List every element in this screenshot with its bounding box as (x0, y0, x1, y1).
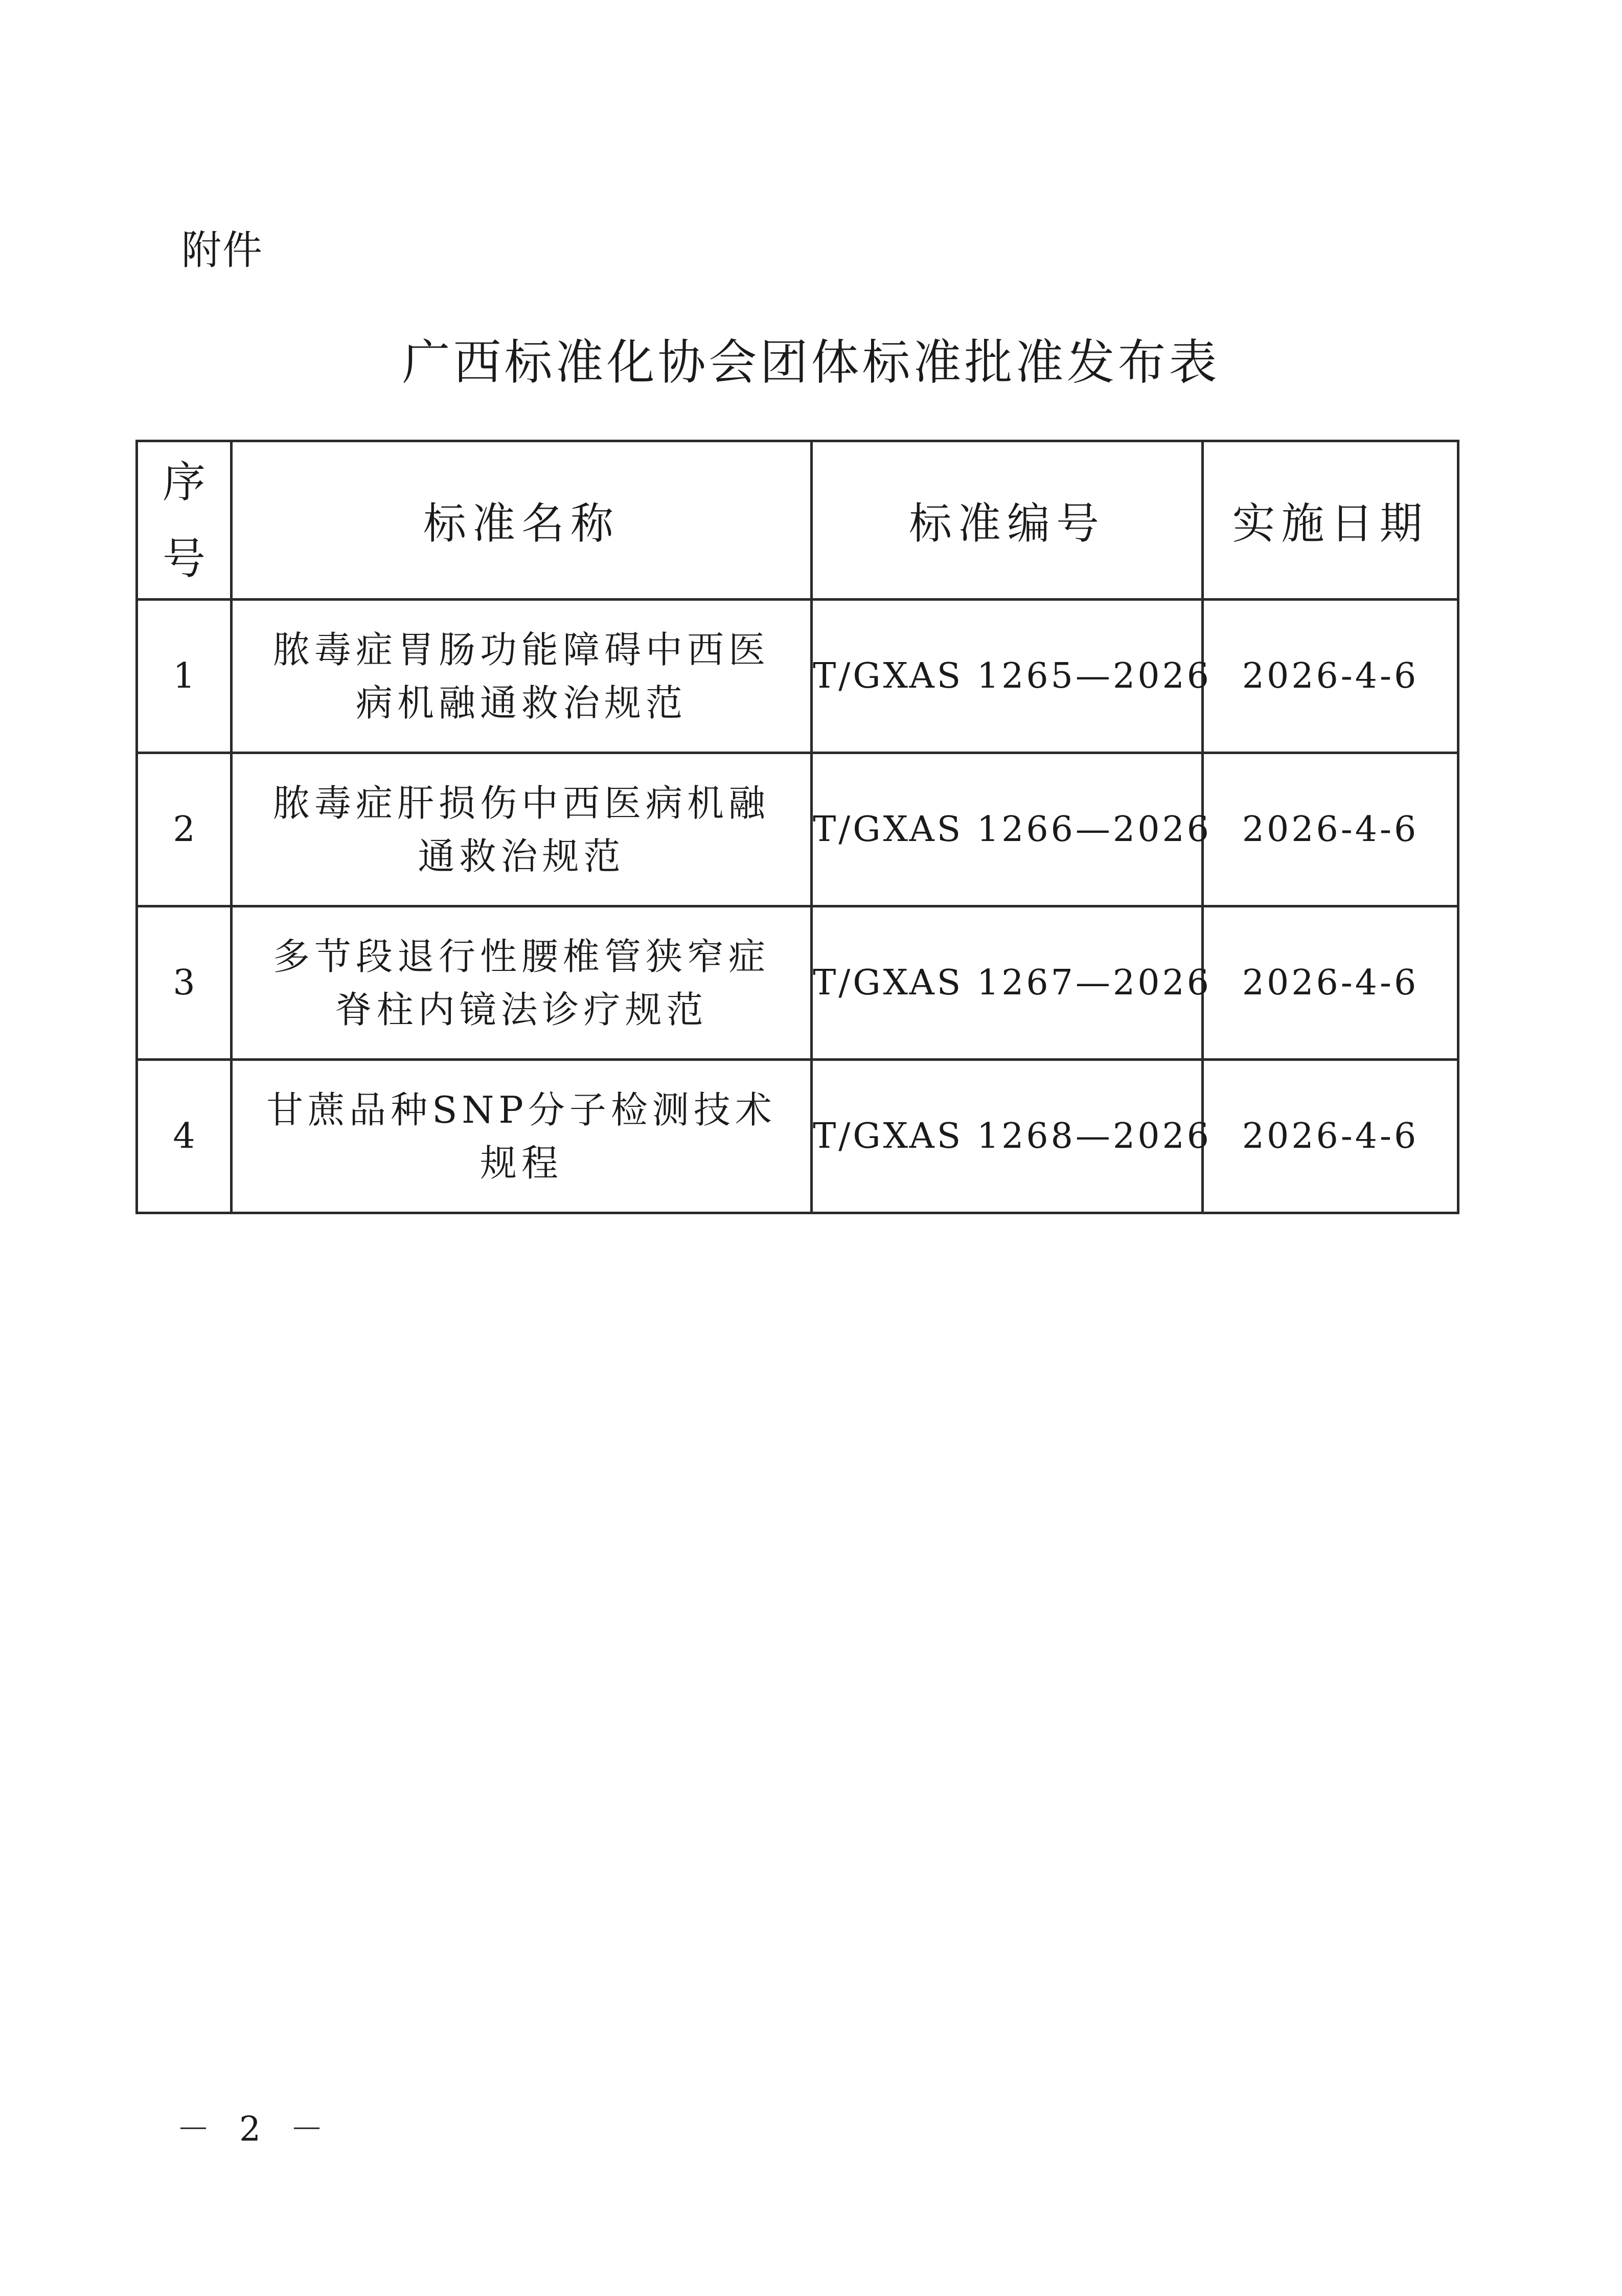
table-row (137, 753, 1458, 906)
header-seq: 序号 (137, 441, 232, 600)
cell-standard-name: 脓毒症肝损伤中西医病机融通救治规范 (232, 753, 812, 906)
cell-seq: 3 (137, 906, 232, 1060)
header-date: 实施日期 (1203, 441, 1458, 600)
table-row (137, 1060, 1458, 1213)
table-header-row (137, 441, 1458, 600)
standards-table (135, 440, 1459, 1214)
cell-effective-date: 2026-4-6 (1203, 600, 1458, 753)
cell-standard-code: T/GXAS 1268—2026 (812, 1060, 1203, 1213)
table-row (137, 600, 1458, 753)
table-row (137, 906, 1458, 1060)
document-title: 广西标准化协会团体标准批准发布表 (402, 335, 1220, 391)
cell-seq: 2 (137, 753, 232, 906)
cell-standard-name: 甘蔗品种SNP分子检测技术规程 (232, 1060, 812, 1213)
cell-standard-code: T/GXAS 1266—2026 (812, 753, 1203, 906)
header-code: 标准编号 (812, 441, 1203, 600)
cell-standard-code: T/GXAS 1265—2026 (812, 600, 1203, 753)
cell-standard-name: 脓毒症胃肠功能障碍中西医病机融通救治规范 (232, 600, 812, 753)
cell-effective-date: 2026-4-6 (1203, 906, 1458, 1060)
attachment-label: 附件 (181, 228, 264, 274)
header-name: 标准名称 (232, 441, 812, 600)
cell-effective-date: 2026-4-6 (1203, 753, 1458, 906)
cell-standard-name: 多节段退行性腰椎管狭窄症脊柱内镜法诊疗规范 (232, 906, 812, 1060)
cell-seq: 1 (137, 600, 232, 753)
cell-standard-code: T/GXAS 1267—2026 (812, 906, 1203, 1060)
cell-effective-date: 2026-4-6 (1203, 1060, 1458, 1213)
page-number: － 2 － (176, 2109, 333, 2149)
cell-seq: 4 (137, 1060, 232, 1213)
